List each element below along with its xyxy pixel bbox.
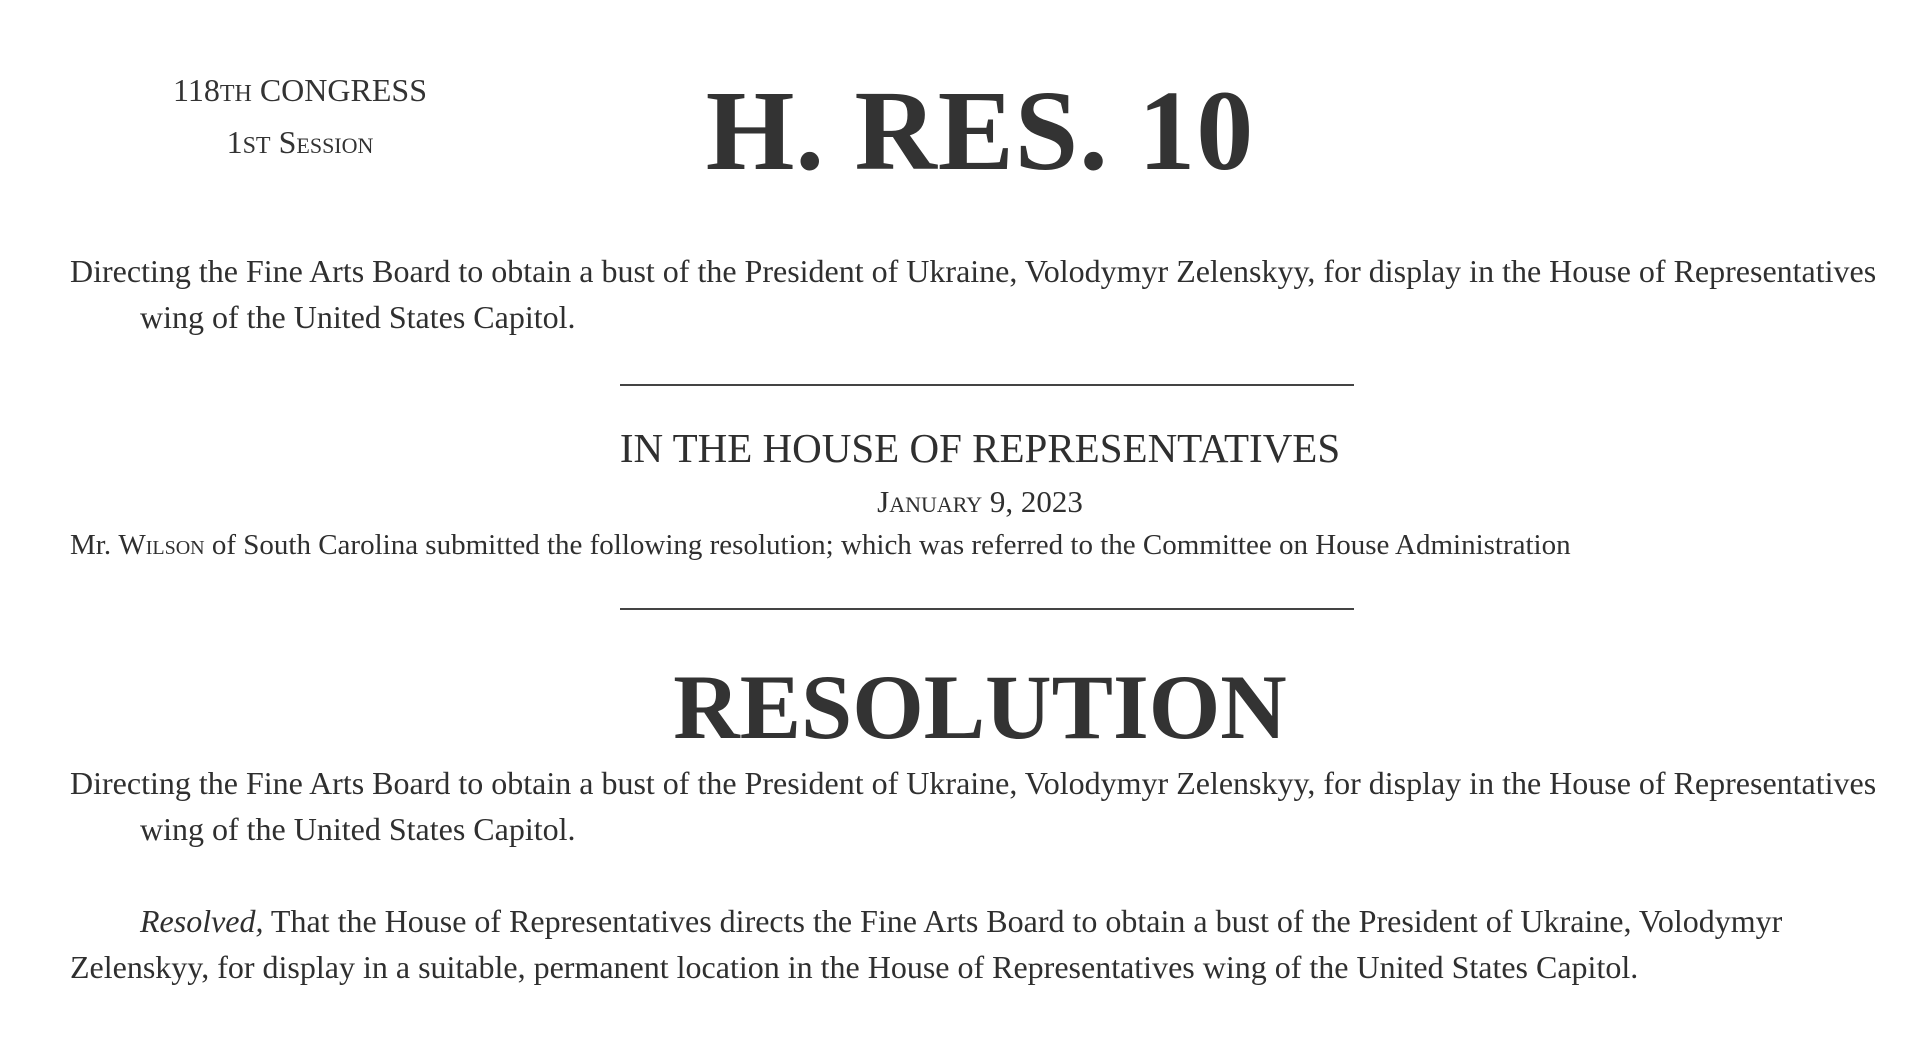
resolved-clause bbox=[70, 898, 1840, 990]
resolved-word: Resolved, bbox=[140, 903, 264, 939]
resolution-heading: RESOLUTION bbox=[673, 656, 1287, 758]
congress-number: 118 bbox=[173, 72, 220, 108]
chamber-heading: IN THE HOUSE OF REPRESENTATIVES bbox=[619, 425, 1341, 471]
short-title: Directing the Fine Arts Board to obtain a bust of the President of Ukraine, Volodymyr Zelenskyy, for display in the House of Representatives wing of the United States Capitol. bbox=[70, 253, 1877, 335]
sponsor-prefix: Mr. bbox=[70, 529, 112, 561]
divider-top bbox=[620, 384, 1354, 386]
sponsor-name: Wilson bbox=[118, 529, 205, 561]
resolution-number-title: H. RES. 10 bbox=[705, 67, 1255, 194]
introduction-date: January 9, 2023 bbox=[877, 484, 1083, 519]
congress-ordinal: TH bbox=[219, 81, 252, 107]
session-word: Session bbox=[278, 124, 374, 160]
sponsor-statement bbox=[70, 524, 1850, 566]
congress-word: CONGRESS bbox=[259, 72, 427, 108]
session-ordinal: ST bbox=[242, 133, 271, 159]
resolved-text: That the House of Representatives directs the Fine Arts Board to obtain a bust of the President of Ukraine, Volodymyr Zelenskyy, for display in a suitable, permanent location in the House of Representatives wing of the United States Capitol. bbox=[70, 903, 1783, 985]
session-number: 1 bbox=[226, 124, 243, 160]
divider-bottom bbox=[620, 608, 1354, 610]
resolution-title: Directing the Fine Arts Board to obtain a bust of the President of Ukraine, Volodymyr Zelenskyy, for display in the House of Representatives wing of the United States Capitol. bbox=[70, 765, 1877, 847]
sponsor-rest: of South Carolina submitted the following resolution; which was referred to the Committee on House Administration bbox=[211, 529, 1571, 561]
